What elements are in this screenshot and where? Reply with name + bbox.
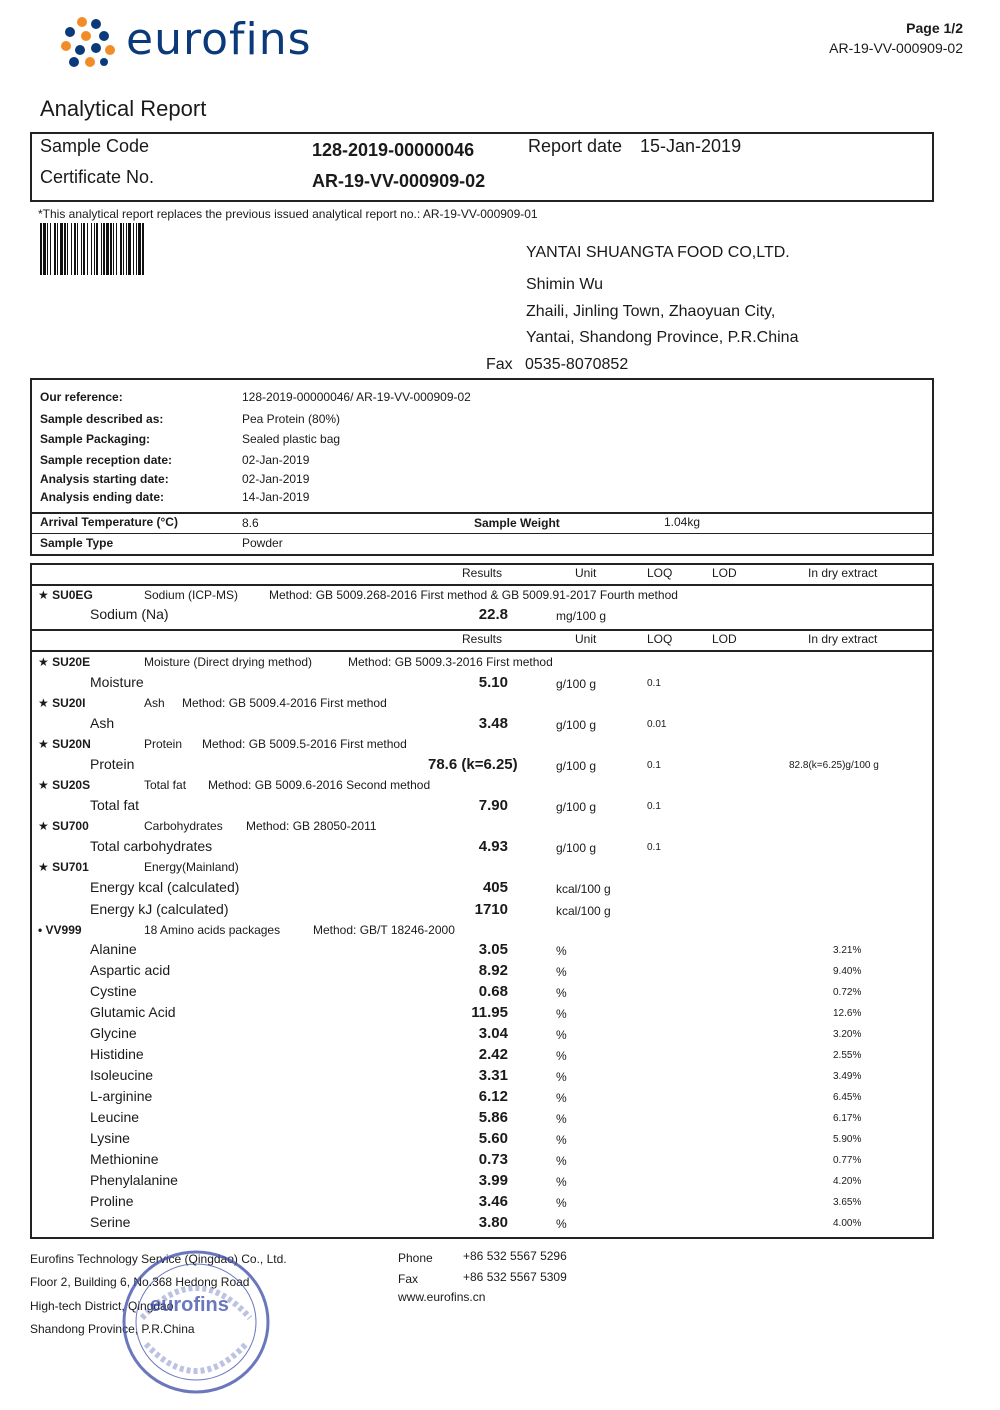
analyte-unit: % <box>556 944 567 958</box>
analyte-unit: kcal/100 g <box>556 904 611 918</box>
analyte-result: 3.46 <box>478 1193 508 1210</box>
analyte-result: 405 <box>482 879 508 896</box>
analyte-row <box>30 1151 932 1172</box>
analyte-unit: % <box>556 1112 567 1126</box>
brand-name: eurofins <box>126 14 312 65</box>
report-number: AR-19-VV-000909-02 <box>829 40 963 56</box>
footer-address-2: High-tech District, Qingdao <box>30 1299 174 1313</box>
client-contact: Shimin Wu <box>526 276 604 293</box>
analyte-dry-extract: 3.20% <box>833 1029 862 1040</box>
col-dry: In dry extract <box>808 566 878 580</box>
analyte-row <box>30 941 932 962</box>
footer-address-3: Shandong Province, P.R.China <box>30 1322 195 1336</box>
official-stamp <box>120 1248 272 1396</box>
analyte-unit: g/100 g <box>556 841 597 855</box>
stamp-seal-icon <box>120 1248 272 1396</box>
analyte-name: Aspartic acid <box>90 962 171 978</box>
test-code: • VV999 <box>38 923 82 937</box>
test-name: Total fat <box>144 778 187 792</box>
analyte-dry-extract: 3.21% <box>833 945 862 956</box>
arrival-temp-value: 8.6 <box>242 516 259 530</box>
analyte-result: 6.12 <box>478 1088 508 1105</box>
analyte-row <box>30 715 932 736</box>
sample-type-value: Powder <box>242 536 283 550</box>
analyte-dry-extract: 6.45% <box>833 1092 862 1103</box>
analyte-dry-extract: 82.8(k=6.25)g/100 g <box>789 760 879 771</box>
test-name: Sodium (ICP-MS) <box>144 588 239 602</box>
analyte-result: 8.92 <box>478 962 508 979</box>
analyte-name: Glutamic Acid <box>90 1004 176 1020</box>
analyte-row <box>30 983 932 1004</box>
col-lod: LOD <box>712 632 737 646</box>
analyte-unit: % <box>556 1028 567 1042</box>
info-label: Sample Packaging: <box>40 432 151 446</box>
analyte-row <box>30 756 932 777</box>
analyte-row <box>30 1172 932 1193</box>
footer-company: Eurofins Technology Service (Qingdao) Co., Ltd. <box>30 1252 287 1266</box>
analyte-dry-extract: 5.90% <box>833 1134 862 1145</box>
analyte-dry-extract: 3.65% <box>833 1197 862 1208</box>
analyte-row <box>30 838 932 859</box>
info-row <box>30 412 932 433</box>
analyte-row <box>30 1193 932 1214</box>
analyte-row <box>30 674 932 695</box>
analyte-name: Lysine <box>90 1130 130 1146</box>
certificate-label: Certificate No. <box>40 167 155 187</box>
sample-code-label: Sample Code <box>40 136 150 156</box>
test-header <box>30 655 932 676</box>
analyte-result: 78.6 (k=6.25) <box>428 756 518 773</box>
info-value: 128-2019-00000046/ AR-19-VV-000909-02 <box>242 390 471 404</box>
test-code: ★ SU20I <box>38 696 86 710</box>
sample-weight-label: Sample Weight <box>474 516 560 530</box>
analyte-name: Total carbohydrates <box>90 838 213 854</box>
analyte-name: Methionine <box>90 1151 159 1167</box>
column-header-2 <box>30 632 932 653</box>
analyte-unit: % <box>556 1091 567 1105</box>
analyte-unit: g/100 g <box>556 718 597 732</box>
client-address-1: Zhaili, Jinling Town, Zhaoyuan City, <box>526 303 776 320</box>
test-name: Energy(Mainland) <box>144 860 239 874</box>
analyte-name: L-arginine <box>90 1088 153 1104</box>
info-row <box>30 453 932 474</box>
analyte-unit: kcal/100 g <box>556 882 611 896</box>
analyte-result: 0.73 <box>478 1151 508 1168</box>
analyte-row <box>30 1067 932 1088</box>
analyte-unit: % <box>556 1175 567 1189</box>
analyte-row <box>30 962 932 983</box>
test-header <box>30 696 932 717</box>
test-code: ★ SU20E <box>38 655 91 669</box>
info-row <box>30 490 932 511</box>
analyte-row <box>30 1025 932 1046</box>
analyte-dry-extract: 3.49% <box>833 1071 862 1082</box>
col-results: Results <box>462 632 503 646</box>
footer-phone: +86 532 5567 5296 <box>463 1249 567 1263</box>
test-name: Protein <box>144 737 183 751</box>
test-name: Ash <box>144 696 165 710</box>
analyte-dry-extract: 9.40% <box>833 966 862 977</box>
analyte-unit: % <box>556 1196 567 1210</box>
analyte-result: 11.95 <box>471 1004 508 1021</box>
sample-weight-value: 1.04kg <box>664 515 701 529</box>
report-date-label: Report date <box>528 136 623 156</box>
analyte-name: Serine <box>90 1214 131 1230</box>
test-name: 18 Amino acids packages <box>144 923 281 937</box>
col-results: Results <box>462 566 503 580</box>
info-value: Sealed plastic bag <box>242 432 341 446</box>
test-header <box>30 819 932 840</box>
analyte-unit: mg/100 g <box>556 609 607 623</box>
analyte-name: Moisture <box>90 674 144 690</box>
page-number: Page 1/2 <box>906 20 963 36</box>
test-header <box>30 860 932 881</box>
test-method: Method: GB 28050-2011 <box>246 819 377 833</box>
footer-website: www.eurofins.cn <box>398 1290 486 1304</box>
client-address-2: Yantai, Shandong Province, P.R.China <box>526 329 799 346</box>
analyte-result: 2.42 <box>478 1046 508 1063</box>
analyte-row <box>30 1004 932 1025</box>
footer-fax: +86 532 5567 5309 <box>463 1270 567 1284</box>
analyte-name: Protein <box>90 756 135 772</box>
certificate-value: AR-19-VV-000909-02 <box>312 171 486 191</box>
analyte-loq: 0.1 <box>647 842 661 853</box>
footer-fax-label: Fax <box>398 1272 419 1286</box>
test-name: Moisture (Direct drying method) <box>144 655 313 669</box>
analyte-result: 3.31 <box>478 1067 508 1084</box>
info-row <box>30 390 932 411</box>
analyte-name: Total fat <box>90 797 140 813</box>
analyte-unit: % <box>556 1007 567 1021</box>
info-label: Our reference: <box>40 390 123 404</box>
analyte-result: 3.05 <box>478 941 508 958</box>
analyte-unit: g/100 g <box>556 759 597 773</box>
analyte-row <box>30 879 932 900</box>
info-label: Analysis ending date: <box>40 490 165 504</box>
test-method: Method: GB 5009.5-2016 First method <box>202 737 407 751</box>
col-dry: In dry extract <box>808 632 878 646</box>
stamp-brand: eurofins <box>150 1294 229 1316</box>
client-fax-label: Fax <box>486 356 513 373</box>
analyte-row <box>30 1088 932 1109</box>
column-header <box>30 566 932 587</box>
analyte-name: Sodium (Na) <box>90 606 169 622</box>
analyte-unit: % <box>556 1217 567 1231</box>
analyte-unit: g/100 g <box>556 800 597 814</box>
test-method: Method: GB 5009.4-2016 First method <box>182 696 387 710</box>
client-fax: 0535-8070852 <box>525 356 629 373</box>
analyte-name: Phenylalanine <box>90 1172 178 1188</box>
analyte-unit: % <box>556 986 567 1000</box>
col-lod: LOD <box>712 566 737 580</box>
barcode <box>40 223 278 275</box>
test-method: Method: GB/T 18246-2000 <box>313 923 455 937</box>
arrival-temp-label: Arrival Temperature (°C) <box>40 515 178 529</box>
analyte-loq: 0.1 <box>647 801 661 812</box>
test-method: Method: GB 5009.3-2016 First method <box>348 655 553 669</box>
analyte-loq: 0.01 <box>647 719 667 730</box>
analyte-result: 4.93 <box>478 838 508 855</box>
analyte-name: Isoleucine <box>90 1067 154 1083</box>
col-loq: LOQ <box>647 632 673 646</box>
test-code: ★ SU0EG <box>38 588 93 602</box>
analyte-row <box>30 1130 932 1151</box>
test-method: Method: GB 5009.6-2016 Second method <box>208 778 431 792</box>
analyte-row <box>30 1214 932 1235</box>
analyte-name: Ash <box>90 715 115 731</box>
analyte-unit: % <box>556 965 567 979</box>
analyte-result: 7.90 <box>478 797 508 814</box>
analyte-result: 3.99 <box>478 1172 508 1189</box>
analyte-name: Alanine <box>90 941 137 957</box>
analyte-result: 5.86 <box>478 1109 508 1126</box>
analyte-name: Proline <box>90 1193 134 1209</box>
analyte-name: Histidine <box>90 1046 144 1062</box>
analyte-dry-extract: 4.00% <box>833 1218 862 1229</box>
info-value: 14-Jan-2019 <box>242 490 310 504</box>
page-title: Analytical Report <box>40 96 207 121</box>
client-company: YANTAI SHUANGTA FOOD CO,LTD. <box>526 244 790 261</box>
analyte-result: 3.04 <box>478 1025 508 1042</box>
logo-dots-icon <box>60 16 118 68</box>
analyte-result: 5.60 <box>478 1130 508 1147</box>
sodium-analyte-row <box>30 606 932 627</box>
test-name: Carbohydrates <box>144 819 223 833</box>
test-code: ★ SU20S <box>38 778 91 792</box>
analyte-name: Leucine <box>90 1109 140 1125</box>
test-code: ★ SU701 <box>38 860 89 874</box>
info-label: Sample reception date: <box>40 453 173 467</box>
analyte-dry-extract: 0.77% <box>833 1155 862 1166</box>
analyte-unit: g/100 g <box>556 677 597 691</box>
info-label: Sample described as: <box>40 412 164 426</box>
test-method: Method: GB 5009.268-2016 First method & GB 5009.91-2017 Fourth method <box>269 588 678 602</box>
sample-type-label: Sample Type <box>40 536 114 550</box>
info-label: Analysis starting date: <box>40 472 169 486</box>
analyte-result: 3.80 <box>478 1214 508 1231</box>
analyte-row <box>30 1109 932 1130</box>
analyte-row <box>30 1046 932 1067</box>
analyte-result: 22.8 <box>478 606 508 623</box>
analyte-row <box>30 901 932 922</box>
info-value: Pea Protein (80%) <box>242 412 341 426</box>
analyte-dry-extract: 0.72% <box>833 987 862 998</box>
test-code: ★ SU700 <box>38 819 89 833</box>
test-header <box>30 778 932 799</box>
analyte-loq: 0.1 <box>647 760 661 771</box>
analyte-dry-extract: 6.17% <box>833 1113 862 1124</box>
analyte-row <box>30 797 932 818</box>
sample-code-value: 128-2019-00000046 <box>312 140 475 160</box>
analyte-dry-extract: 4.20% <box>833 1176 862 1187</box>
report-date-value: 15-Jan-2019 <box>640 136 742 156</box>
footer-phone-label: Phone <box>398 1251 433 1265</box>
col-unit: Unit <box>575 566 597 580</box>
analyte-name: Glycine <box>90 1025 137 1041</box>
analyte-result: 3.48 <box>478 715 508 732</box>
info-value: 02-Jan-2019 <box>242 453 310 467</box>
info-row <box>30 432 932 453</box>
analyte-unit: % <box>556 1049 567 1063</box>
analyte-result: 1710 <box>474 901 508 918</box>
analyte-unit: % <box>556 1070 567 1084</box>
test-header <box>30 737 932 758</box>
analyte-result: 0.68 <box>478 983 508 1000</box>
analyte-dry-extract: 12.6% <box>833 1008 862 1019</box>
analyte-name: Energy kcal (calculated) <box>90 879 240 895</box>
footer-address-1: Floor 2, Building 6, No.368 Hedong Road <box>30 1275 250 1289</box>
col-unit: Unit <box>575 632 597 646</box>
replace-note: *This analytical report replaces the previous issued analytical report no.: AR-19-VV-000909-01 <box>38 207 538 221</box>
col-loq: LOQ <box>647 566 673 580</box>
analyte-unit: % <box>556 1133 567 1147</box>
analyte-loq: 0.1 <box>647 678 661 689</box>
analyte-name: Energy kJ (calculated) <box>90 901 229 917</box>
analyte-dry-extract: 2.55% <box>833 1050 862 1061</box>
analyte-unit: % <box>556 1154 567 1168</box>
info-value: 02-Jan-2019 <box>242 472 310 486</box>
test-code: ★ SU20N <box>38 737 91 751</box>
analyte-name: Cystine <box>90 983 137 999</box>
analyte-result: 5.10 <box>478 674 508 691</box>
